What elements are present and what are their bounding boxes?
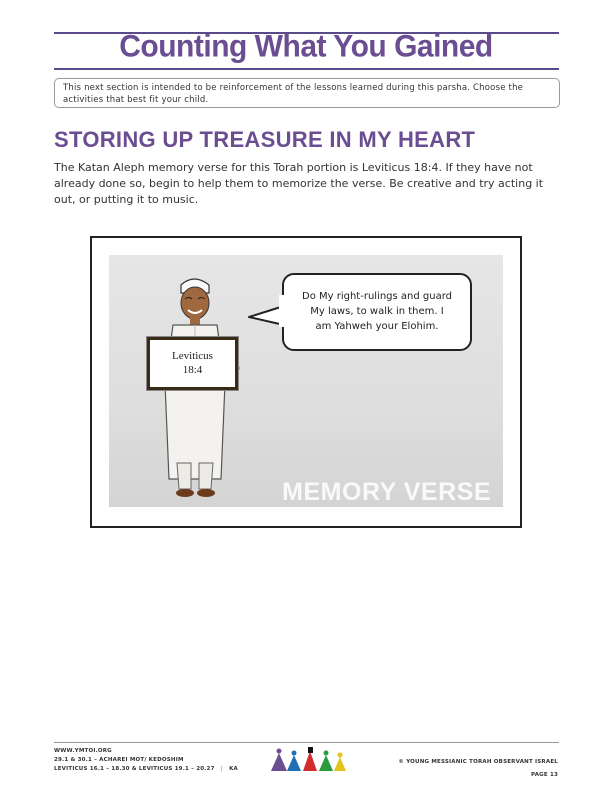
section-body: The Katan Aleph memory verse for this Torah portion is Leviticus 18:4. If they have not already done so, begin to help them to memorize the verse. Be creative and try acting it out, or putting it to music.	[54, 161, 544, 206]
memory-verse-scene	[109, 255, 503, 507]
memory-verse-frame	[90, 236, 522, 528]
speech-text: Do My right-rulings and guard My laws, to walk in them. I am Yahweh your Elohim.	[302, 291, 452, 332]
footer-right	[398, 756, 558, 782]
sign-reference: 18:4	[182, 364, 203, 376]
speech-bubble	[282, 273, 472, 351]
footer-scripture: LEVITICUS 16.1 – 18.30 & LEVITICUS 19.1 – 20.27	[54, 766, 215, 772]
memory-verse-watermark: MEMORY VERSE	[282, 478, 491, 506]
intro-text: This next section is intended to be reinforcement of the lessons learned during this parsha. Choose the activities that best fit your child.	[63, 83, 524, 105]
bubble-tail-cover	[279, 295, 287, 327]
footer-rule	[54, 742, 559, 743]
header-bottom-rule	[54, 68, 559, 70]
section-heading: STORING UP TREASURE IN MY HEART	[54, 127, 476, 152]
footer-scripture-line	[54, 765, 238, 774]
ymtoi-logo-icon	[268, 745, 348, 777]
footer-level: KA	[229, 766, 238, 772]
verse-reference-sign	[147, 337, 238, 390]
intro-box	[54, 78, 560, 108]
page-title: Counting What You Gained	[119, 29, 493, 64]
footer-website: WWW.YMTOI.ORG	[54, 748, 112, 754]
sign-book: Leviticus	[172, 350, 213, 362]
footer-left	[54, 747, 238, 774]
footer-copyright: © YOUNG MESSIANIC TORAH OBSERVANT ISRAEL	[398, 759, 558, 765]
footer-separator: |	[220, 766, 223, 772]
footer-page-number: PAGE 13	[530, 772, 558, 778]
footer-portion: 29.1 & 30.1 – ACHAREI MOT/ KEDOSHIM	[54, 757, 184, 763]
